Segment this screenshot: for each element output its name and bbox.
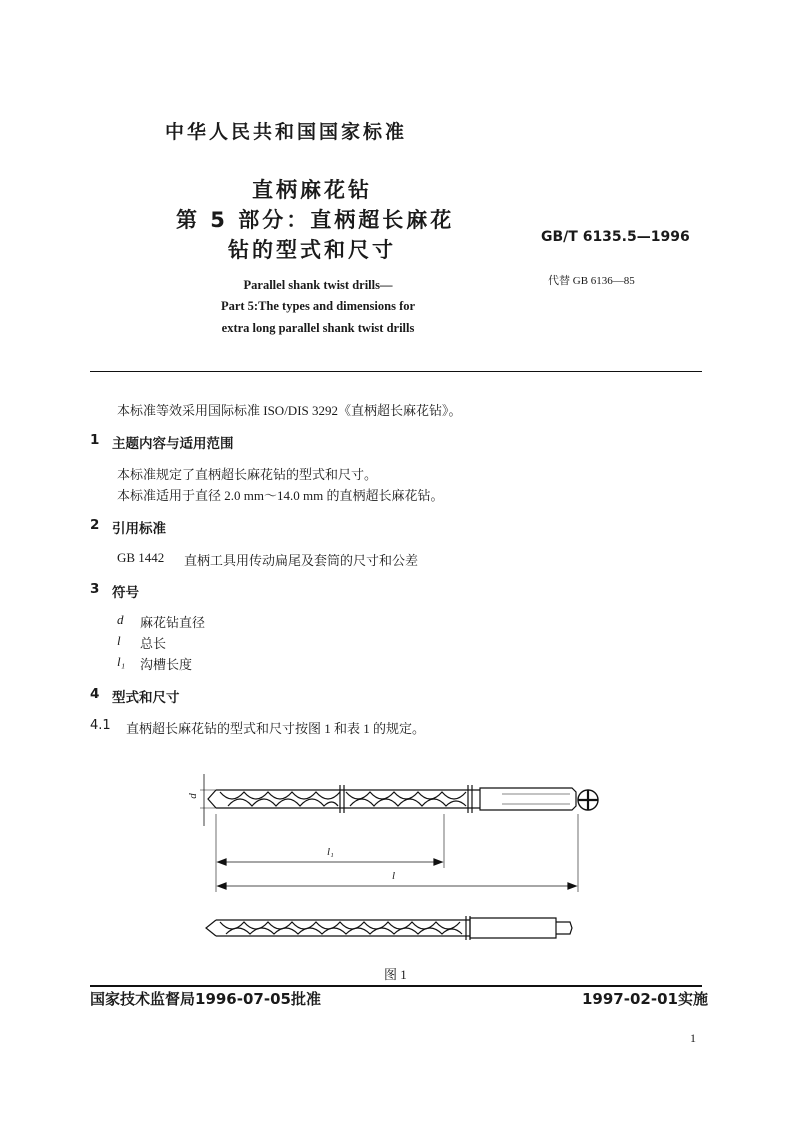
subsection-4-1-number: 4.1 xyxy=(90,718,111,733)
section-3-number: 3 xyxy=(90,581,100,597)
lower-drill-point xyxy=(206,920,216,936)
replaces-note: 代替 GB 6136—85 xyxy=(548,275,635,287)
title-cn-line3: 钻的型式和尺寸 xyxy=(228,238,396,262)
break-marks xyxy=(340,785,344,813)
footer-divider xyxy=(90,985,702,987)
figure-caption: 图 1 xyxy=(384,967,407,982)
section-1-paragraph-1: 本标准规定了直柄超长麻花钻的型式和尺寸。 xyxy=(117,467,378,482)
figure-label-d: d xyxy=(186,793,199,799)
lower-flute-spiral-1 xyxy=(220,922,460,929)
section-4-heading: 型式和尺寸 xyxy=(112,690,180,706)
reference-code: GB 1442 xyxy=(117,550,165,565)
section-1-paragraph-2: 本标准适用于直径 2.0 mm～14.0 mm 的直柄超长麻花钻。 xyxy=(117,488,444,503)
standard-number: GB/T 6135.5—1996 xyxy=(541,229,690,245)
flute-spiral-4 xyxy=(350,799,466,806)
section-2-number: 2 xyxy=(90,517,100,533)
implementation-date: 1997-02-01实施 xyxy=(582,990,708,1008)
symbol-l-description: 总长 xyxy=(140,636,167,651)
shank-centerlines xyxy=(502,794,570,804)
figure-1-drill-drawing xyxy=(180,770,620,950)
figure-label-l1: l₁ xyxy=(327,846,334,858)
symbol-l: l xyxy=(117,633,121,648)
dimension-extension-lines xyxy=(216,814,578,892)
symbol-l1-description: 沟槽长度 xyxy=(140,657,193,672)
symbol-d: d xyxy=(117,612,124,627)
flute-spiral-1 xyxy=(220,792,340,799)
section-2-heading: 引用标准 xyxy=(112,521,166,537)
section-3-heading: 符号 xyxy=(112,585,139,601)
page-number: 1 xyxy=(690,1031,696,1045)
reference-title: 直柄工具用传动扁尾及套筒的尺寸和公差 xyxy=(184,553,419,568)
drill-shank xyxy=(480,788,576,810)
subsection-4-1-text: 直柄超长麻花钻的型式和尺寸按图 1 和表 1 的规定。 xyxy=(126,721,426,736)
lower-flute-spiral-2 xyxy=(226,928,462,934)
symbol-l1: l₁ xyxy=(117,654,126,669)
symbol-d-description: 麻花钻直径 xyxy=(140,615,206,630)
flute-spiral-2 xyxy=(228,799,338,806)
figure-label-l: l xyxy=(392,870,396,882)
title-en-line1: Parallel shank twist drills— xyxy=(243,278,393,292)
intro-paragraph: 本标准等效采用国际标准 ISO/DIS 3292《直柄超长麻花钻》。 xyxy=(117,403,462,418)
title-cn-line1: 直柄麻花钻 xyxy=(252,178,372,202)
drill-point xyxy=(208,790,216,808)
flute-spiral-3 xyxy=(346,792,466,799)
section-4-number: 4 xyxy=(90,686,100,702)
title-cn-line2: 第 5 部分：直柄超长麻花 xyxy=(176,208,455,232)
lower-drill-shank xyxy=(470,918,556,938)
lower-drill-tang xyxy=(556,922,572,934)
flute-end-marks xyxy=(468,785,472,813)
title-en-line2: Part 5:The types and dimensions for xyxy=(220,299,416,313)
section-1-heading: 主题内容与适用范围 xyxy=(112,436,234,452)
national-standard-title: 中华人民共和国国家标准 xyxy=(165,121,408,143)
title-en-line3: extra long parallel shank twist drills xyxy=(221,321,415,335)
header-divider xyxy=(90,371,702,372)
section-1-number: 1 xyxy=(90,432,100,448)
approval-note: 国家技术监督局1996-07-05批准 xyxy=(90,990,321,1008)
